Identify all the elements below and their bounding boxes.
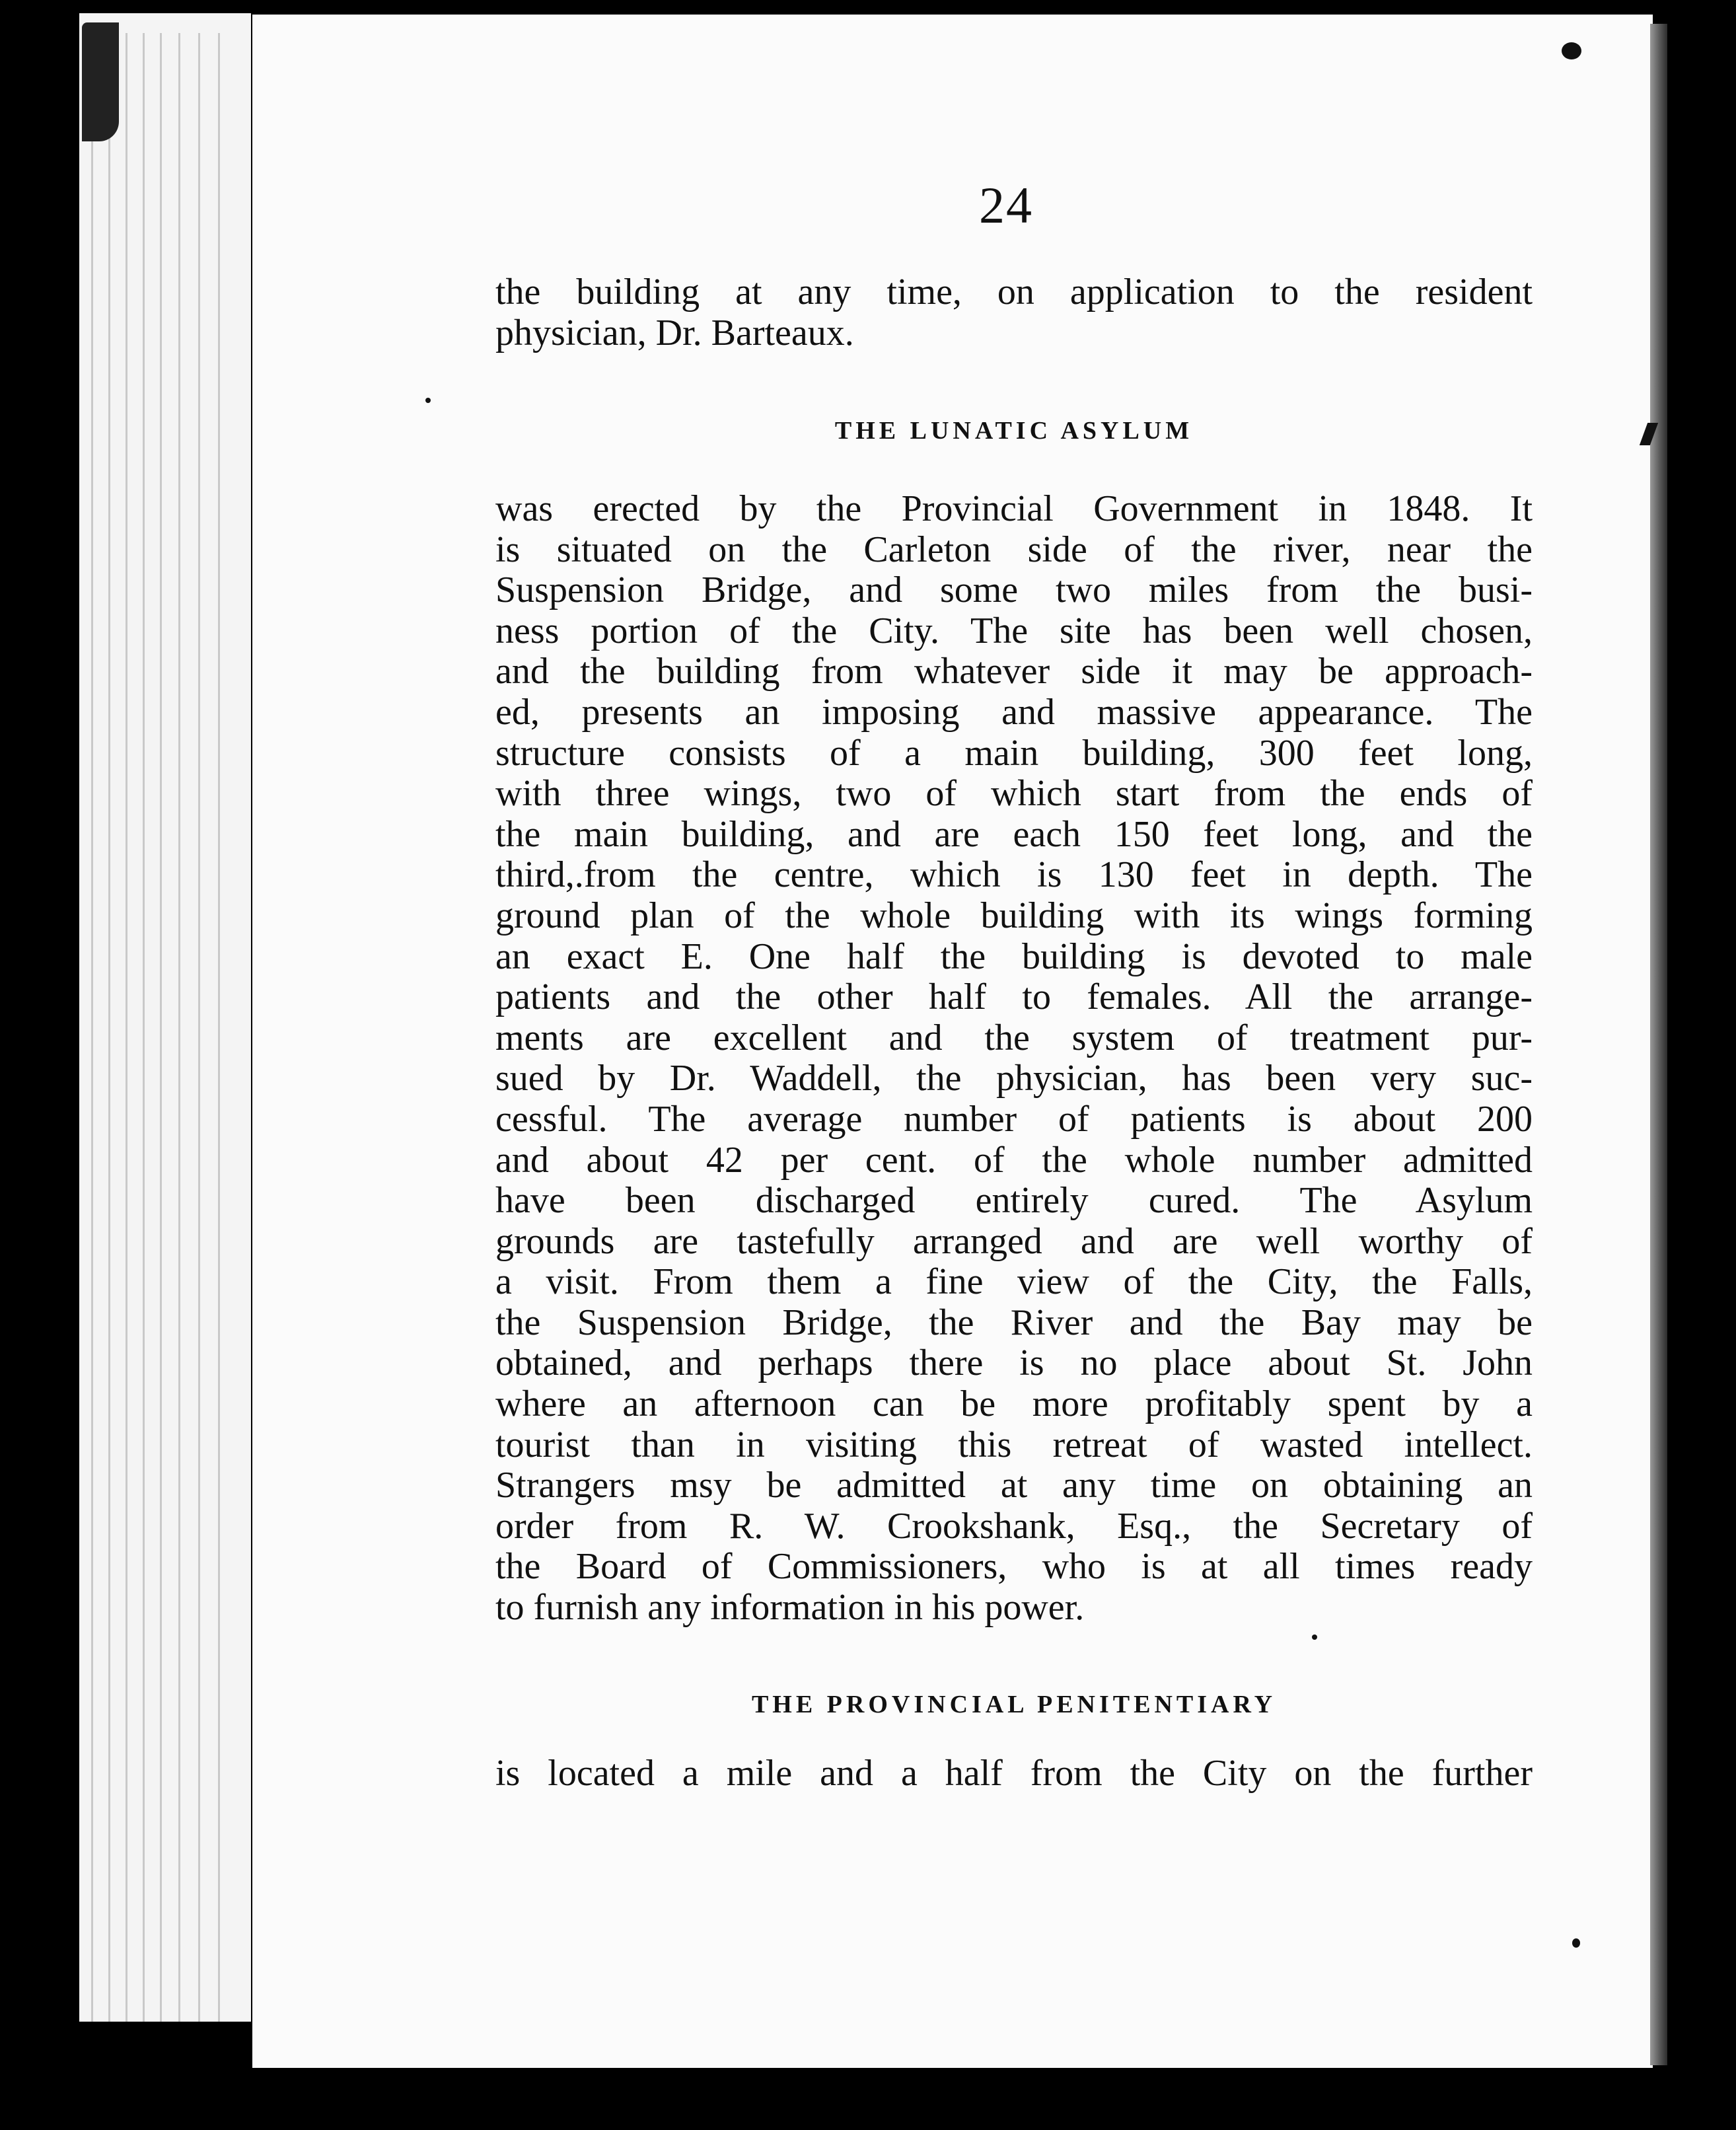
page-spine-shadow [1650,24,1667,2065]
paragraph-provincial-penitentiary [495,1753,1533,1794]
text-line: and the building from whatever side it may be approach- [495,651,1533,692]
ink-smudge [82,22,119,141]
text-line: cessful. The average number of patients is about 200 [495,1098,1533,1140]
page-number: 24 [979,176,1033,234]
text-line: and about 42 per cent. of the whole number admitted [495,1139,1533,1181]
text-line: is located a mile and a half from the City on the further [495,1753,1533,1794]
ink-speck [1562,42,1581,59]
text-line: patients and the other half to females. All the arrange- [495,976,1533,1018]
text-line: an exact E. One half the building is devoted to male [495,936,1533,977]
paragraph-lunatic-asylum [495,489,1533,1629]
text-line: tourist than in visiting this retreat of wasted intellect. [495,1424,1533,1465]
paragraph-intro [495,272,1533,353]
text-line: to furnish any information in his power. [495,1587,1085,1629]
text-line: obtained, and perhaps there is no place about St. John [495,1342,1533,1384]
text-line: ness portion of the City. The site has been well chosen, [495,610,1533,651]
text-line: is situated on the Carleton side of the river, near the [495,529,1533,570]
text-line: Suspension Bridge, and some two miles from the busi- [495,569,1533,611]
page-edges [79,13,251,2022]
ink-speck [1312,1634,1317,1640]
text-line: ed, presents an imposing and massive appearance. The [495,691,1533,733]
text-line: Strangers msy be admitted at any time on obtaining an [495,1465,1533,1506]
page-edge-line [91,33,93,2022]
text-line: order from R. W. Crookshank, Esq., the Secretary of [495,1505,1533,1547]
text-line: a visit. From them a fine view of the City, the Falls, [495,1261,1533,1303]
text-line: third,.from the centre, which is 130 feet in depth. The [495,854,1533,896]
section-heading-lunatic-asylum: THE LUNATIC ASYLUM [834,417,1194,445]
text-line: grounds are tastefully arranged and are well worthy of [495,1220,1533,1262]
page-edge-line [218,33,220,2022]
page-edge-line [143,33,145,2022]
text-line: was erected by the Provincial Government in 1848. It [495,488,1533,529]
text-line: structure consists of a main building, 300 feet long, [495,732,1533,774]
text-line: the building at any time, on application to the resident [495,272,1533,312]
page-edge-line [198,33,200,2022]
text-line: ground plan of the whole building with its wings forming [495,895,1533,936]
page-edge-line [160,33,162,2022]
text-line: where an afternoon can be more profitably spent by a [495,1383,1533,1425]
text-line: the Suspension Bridge, the River and the Bay may be [495,1302,1533,1343]
page-edge-line [108,33,110,2022]
ink-speck [1572,1938,1580,1948]
section-heading-provincial-penitentiary: THE PROVINCIAL PENITENTIARY [751,1691,1277,1718]
text-line: ments are excellent and the system of treatment pur- [495,1017,1533,1058]
text-line: the Board of Commissioners, who is at all times ready [495,1546,1533,1588]
text-line: with three wings, two of which start from the ends of [495,773,1533,815]
text-line: physician, Dr. Barteaux. [495,312,854,353]
text-line: the main building, and are each 150 feet long, and the [495,813,1533,855]
page-edge-line [126,33,127,2022]
ink-speck [425,398,431,403]
text-line: have been discharged entirely cured. The Asylum [495,1180,1533,1222]
page-edge-line [178,33,180,2022]
text-line: sued by Dr. Waddell, the physician, has been very suc- [495,1058,1533,1099]
